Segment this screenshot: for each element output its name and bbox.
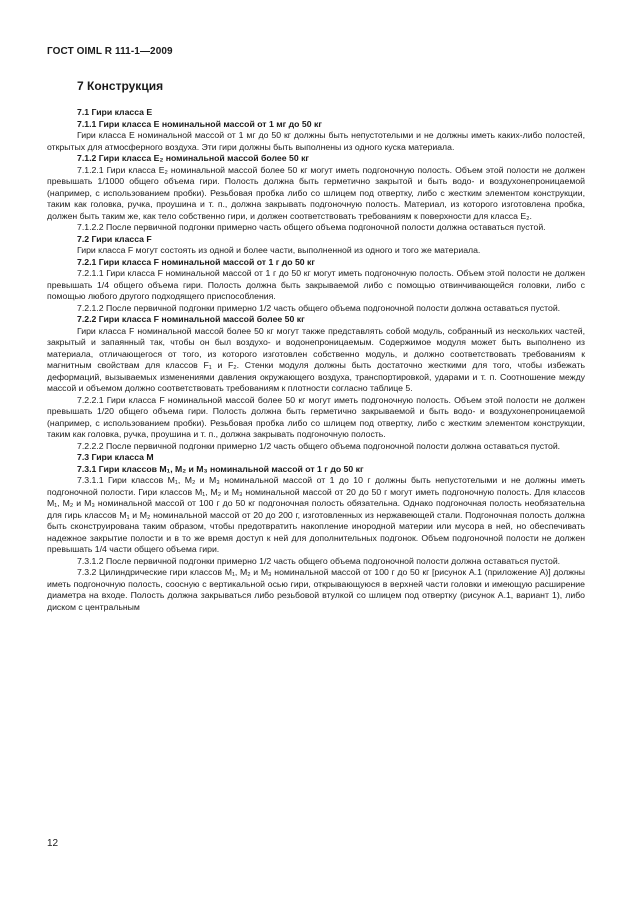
document-body	[47, 66, 585, 613]
body-paragraph: 7.1.2.2 После первичной подгонки примерно часть общего объема подгоночной полости должна оставаться пустой.	[77, 222, 546, 232]
body-paragraph: 7.1.2.1 Гири класса Е₂ номинальной массой более 50 кг могут иметь подгоночную полость. Объем этой полости не должен превышать 1/1000 общего объема гири. Полость должна быть герметично закрытой и быть водо- и воздухонепроницаемой (например, с использованием пробки). Резьбовая пробка либо со шлицем под отвертку, либо с жестким элементом конструкции, таким как головка, ручка, проушина и т. п., должна закрывать подгоночную полость. Материал, из которого изготовлена пробка, должен быть таким же, как тело собственно гири, и должен соответствовать требованиям к поверхности для класса Е₂.	[47, 164, 585, 221]
subsection-heading: 7.3 Гири класса М	[77, 452, 154, 462]
section-title: 7 Конструкция	[77, 79, 164, 93]
body-paragraph: Гири класса F номинальной массой более 50 кг могут также представлять собой модуль, собранный из нескольких частей, закрытый и запаянный так, чтобы он был воздухо- и водонепроницаемым. Содержимое модуля может быть выполнено из материала, отличающегося от того, из которого изготовлен собственно модуль, и должно соответствовать требованиям к магнитным свойствам для классов F₁ и F₂. Стенки модуля должны быть достаточно жесткими для того, чтобы избежать деформаций, вызываемых изменениями давления окружающего воздуха, транспортировкой, ударами и т. п. Соотношение между массой и объемом должно соответствовать требованиям к плотности согласно таблице 5.	[47, 325, 585, 393]
body-paragraph: 7.3.1.1 Гири классов М₁, М₂ и М₃ номинальной массой от 1 до 10 г должны быть непустотелыми и не должны иметь подгоночной полости. Гири классов М₁, М₂ и М₃ номинальной массой от 20 до 50 г могут иметь подгоночную полость. Для классов М₁, М₂ и М₃ номинальной массой от 100 г до 50 кг подгоночная полость обязательна. Однако подгоночная полость необязательна для гирь классов М₁ и М₂ номинальной массой от 20 до 200 г, изготовленных из нержавеющей стали. Подгоночная полость должна быть сконструирована таким образом, чтобы предотвратить накопление инородной материи или мусора в ней, но обеспечивать надежное закрытие полости и в то же время доступ к ней для дополнительных подгонок. Объем подгоночной полости не должен превышать 1/4 части общего объема гири.	[47, 475, 585, 554]
document-header: ГОСТ OIML R 111-1—2009	[47, 46, 173, 57]
subsection-heading: 7.1.1 Гири класса Е номинальной массой от 1 мг до 50 кг	[77, 118, 322, 129]
body-paragraph: 7.3.1.2 После первичной подгонки примерно 1/2 часть общего объема подгоночной полости должна оставаться пустой.	[77, 555, 561, 566]
subsection-heading: 7.2.1 Гири класса F номинальной массой от 1 г до 50 кг	[77, 256, 316, 267]
subsection-heading: 7.1.2 Гири класса Е₂ номинальной массой более 50 кг	[77, 153, 310, 163]
subsection-heading: 7.3.1 Гири классов М₁, М₂ и М₃ номинальной массой от 1 г до 50 кг	[77, 463, 364, 474]
paragraph-list	[47, 107, 585, 613]
body-paragraph: Гири класса F могут состоять из одной и более части, выполненной из одного и того же материала.	[77, 245, 481, 255]
subsection-heading: 7.2 Гири класса F	[77, 233, 152, 244]
body-paragraph: 7.2.2.2 После первичной подгонки примерно 1/2 часть общего объема подгоночной полости должна оставаться пустой.	[77, 440, 561, 451]
body-paragraph: 7.2.2.1 Гири класса F номинальной массой более 50 кг могут иметь подгоночную полость. Объем этой полости не должен превышать 1/20 общего объема гири. Полость должна быть герметично закрываемой и быть водо- и воздухонепроницаемой (например, с использованием пробки). Резьбовая пробка либо со шлицем под отвертку, либо с жестким элементом конструкции, таким как головка, ручка, проушина и т. п., должна закрывать подгоночную полость.	[47, 394, 585, 439]
body-paragraph: 7.3.2 Цилиндрические гири классов М₁, М₂ и М₃ номинальной массой от 100 г до 50 кг [рисунок А.1 (приложение А)] должны иметь подгоночную полость, соосную с вертикальной осью гири, открывающуюся в верхней части головки и имеющую расширение диаметра на входе. Полость должна закрываться либо резьбовой втулкой со шлицем под отвертку (рисунок А.1, вариант 1), либо диском с центральным	[47, 567, 585, 612]
body-paragraph: 7.2.1.1 Гири класса F номинальной массой от 1 г до 50 кг могут иметь подгоночную полость. Объем этой полости не должен превышать 1/4 общего объема гири. Полость должна быть закрываемой либо с помощью отвинчивающейся головки, либо с помощью любого другого подходящего приспособления.	[47, 268, 585, 301]
subsection-heading: 7.2.2 Гири класса F номинальной массой более 50 кг	[77, 314, 305, 324]
subsection-heading: 7.1 Гири класса Е	[77, 107, 153, 117]
page-number: 12	[47, 838, 59, 849]
body-paragraph: 7.2.1.2 После первичной подгонки примерно 1/2 часть общего объема подгоночной полости должна оставаться пустой.	[77, 302, 561, 313]
body-paragraph: Гири класса Е номинальной массой от 1 мг до 50 кг должны быть непустотелыми и не должны иметь каких-либо полостей, открытых для атмосферного воздуха. Эти гири должны быть выполнены из одного куска материала.	[47, 130, 585, 152]
